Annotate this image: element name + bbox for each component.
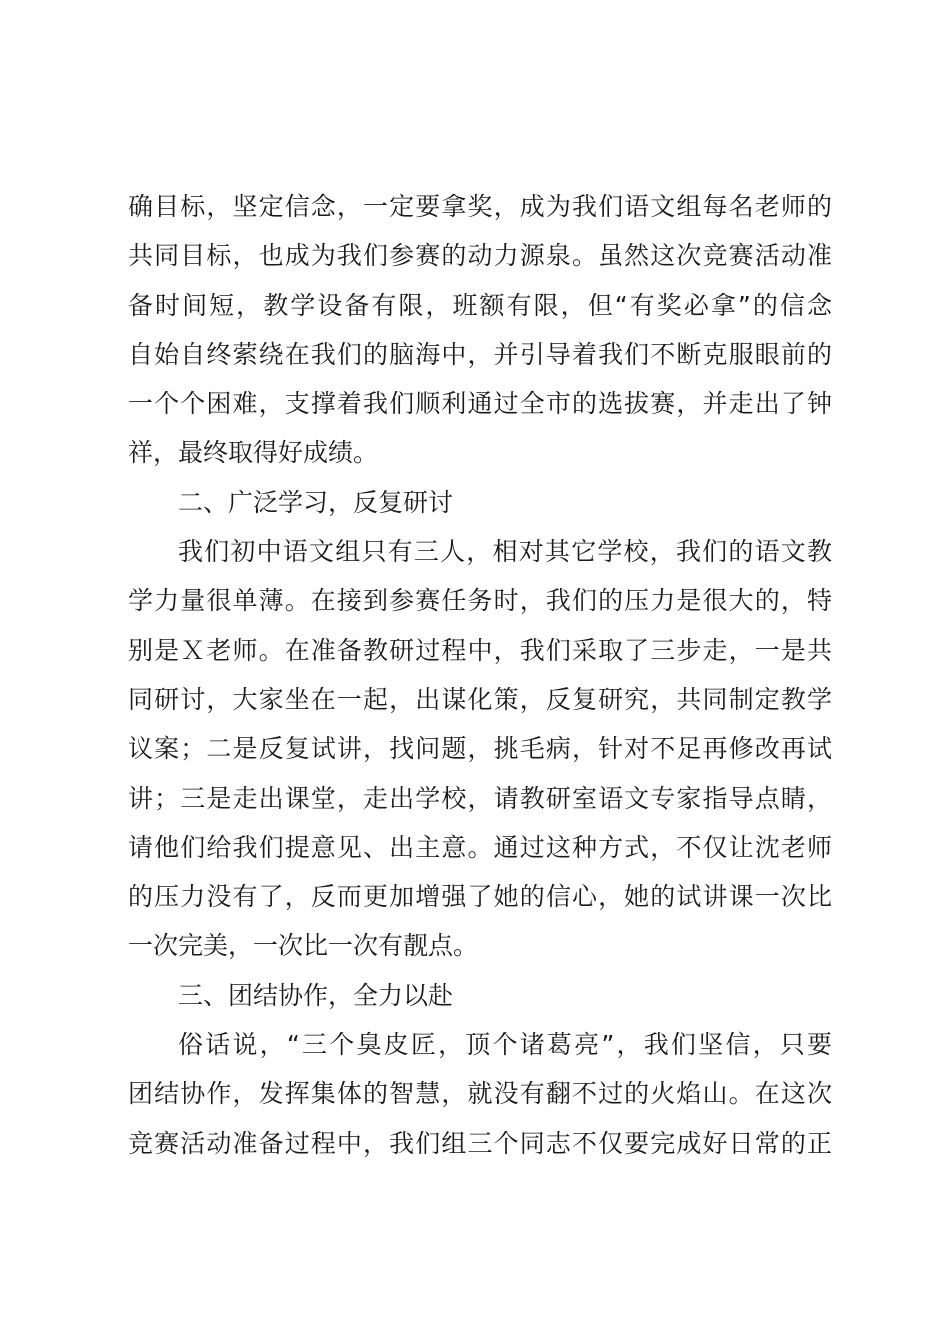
paragraph-line: 学力量很单薄。在接到参赛任务时，我们的压力是很大的，特 [128,586,832,616]
paragraph-line: 讲；三是走出课堂，走出学校，请教研室语文专家指导点睛， [128,783,832,813]
paragraph-line: 祥，最终取得好成绩。 [128,438,379,468]
section-heading: 二、广泛学习，反复研讨 [178,487,454,517]
paragraph-line: 自始自终萦绕在我们的脑海中，并引导着我们不断克服眼前的 [128,339,832,369]
paragraph-line: 的压力没有了，反而更加增强了她的信心，她的试讲课一次比 [128,882,832,912]
paragraph-line: 团结协作，发挥集体的智慧，就没有翻不过的火焰山。在这次 [128,1079,832,1109]
paragraph-line: 确目标，坚定信念，一定要拿奖，成为我们语文组每名老师的 [128,192,832,221]
paragraph-line: 请他们给我们提意见、出主意。通过这种方式，不仅让沈老师 [128,832,832,862]
paragraph-line: 一个个困难，支撑着我们顺利通过全市的选拔赛，并走出了钟 [128,389,832,419]
paragraph-line: 共同目标，也成为我们参赛的动力源泉。虽然这次竞赛活动准 [128,241,832,271]
paragraph-line: 备时间短，教学设备有限，班额有限，但“有奖必拿”的信念 [128,290,832,320]
paragraph-line: 别是Ｘ老师。在准备教研过程中，我们采取了三步走，一是共 [128,635,832,665]
paragraph-line: 竞赛活动准备过程中，我们组三个同志不仅要完成好日常的正 [128,1128,832,1158]
paragraph-line: 俗话说，“三个臭皮匠，顶个诸葛亮”，我们坚信，只要 [178,1030,832,1060]
section-heading: 三、团结协作，全力以赴 [178,980,454,1010]
paragraph-line: 我们初中语文组只有三人，相对其它学校，我们的语文教 [178,537,832,567]
paragraph-line: 议案；二是反复试讲，找问题，挑毛病，针对不足再修改再试 [128,734,832,764]
document-body [128,182,832,1168]
paragraph-line: 一次完美，一次比一次有靓点。 [128,931,479,961]
paragraph-line: 同研讨，大家坐在一起，出谋化策，反复研究，共同制定教学 [128,684,832,714]
